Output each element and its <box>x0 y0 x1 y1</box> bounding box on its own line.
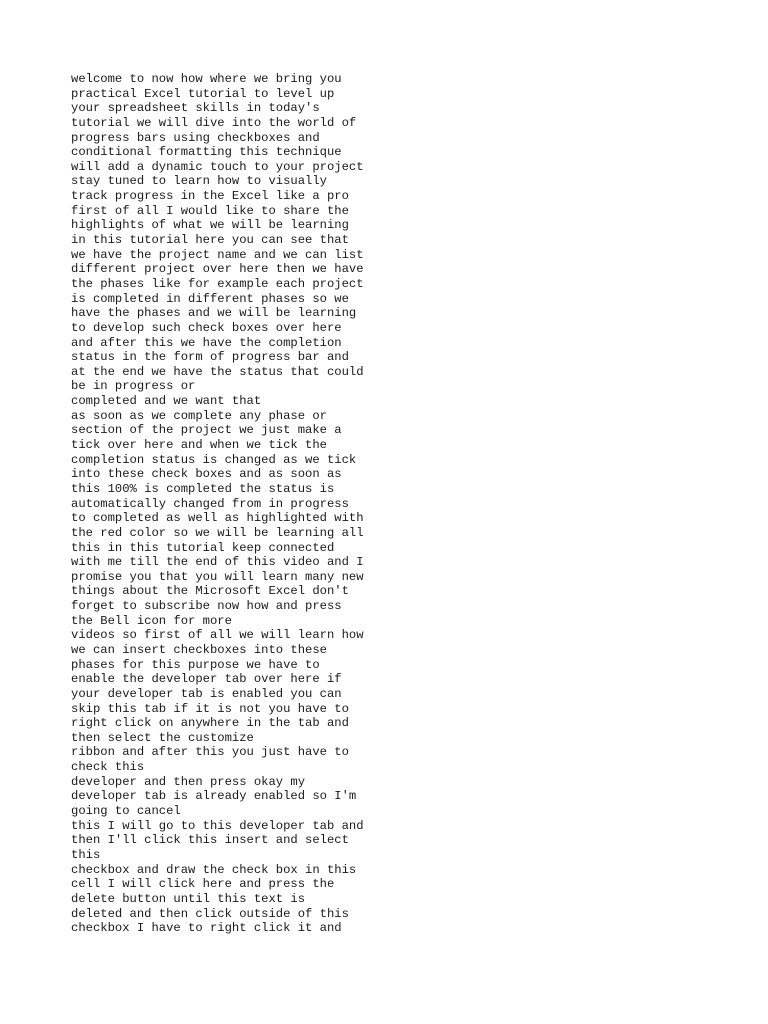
transcript-line: to completed as well as highlighted with <box>71 511 364 526</box>
transcript-line: deleted and then click outside of this <box>71 906 349 921</box>
transcript-line: going to cancel <box>71 804 181 819</box>
transcript-line: ribbon and after this you just have to <box>71 745 349 760</box>
transcript-line: conditional formatting this technique <box>71 145 342 160</box>
transcript-line: first of all I would like to share the <box>71 203 349 218</box>
transcript-line: the red color so we will be learning all <box>71 525 364 540</box>
transcript-line: tick over here and when we tick the <box>71 438 327 453</box>
transcript-line: completed and we want that <box>71 394 262 409</box>
transcript-line: this in this tutorial keep connected <box>71 540 335 555</box>
transcript-line: and after this we have the completion <box>71 335 342 350</box>
transcript-line: things about the Microsoft Excel don't <box>71 584 349 599</box>
transcript-line: as soon as we complete any phase or <box>71 408 327 423</box>
transcript-line: videos so first of all we will learn how <box>71 628 364 643</box>
transcript-line: forget to subscribe now how and press <box>71 599 342 614</box>
transcript-line: skip this tab if it is not you have to <box>71 701 349 716</box>
transcript-line: the Bell icon for more <box>71 613 232 628</box>
transcript-line: welcome to now how where we bring you <box>71 72 342 86</box>
transcript-line: cell I will click here and press the <box>71 877 335 892</box>
transcript-line: tutorial we will dive into the world of <box>71 115 357 130</box>
transcript-line: delete button until this text is <box>71 891 306 906</box>
transcript-line: in this tutorial here you can see that <box>71 233 349 248</box>
transcript-line: this 100% is completed the status is <box>71 481 335 496</box>
transcript-line: this <box>71 847 101 862</box>
transcript-line: phases for this purpose we have to <box>71 657 320 672</box>
transcript-line: highlights of what we will be learning <box>71 218 349 233</box>
transcript-line: to develop such check boxes over here <box>71 320 342 335</box>
transcript-line: the phases like for example each project <box>71 276 364 291</box>
transcript-line: promise you that you will learn many new <box>71 569 364 584</box>
transcript-line: check this <box>71 760 145 775</box>
transcript-line: stay tuned to learn how to visually <box>71 174 327 189</box>
transcript-line: right click on anywhere in the tab and <box>71 716 349 731</box>
transcript-line: this I will go to this developer tab and <box>71 818 364 833</box>
transcript-line: enable the developer tab over here if <box>71 672 342 687</box>
transcript-line: checkbox and draw the check box in this <box>71 862 357 877</box>
transcript-line: progress bars using checkboxes and <box>71 130 320 145</box>
transcript-line: we can insert checkboxes into these <box>71 642 327 657</box>
transcript-line: have the phases and we will be learning <box>71 306 357 321</box>
transcript-line: then select the customize <box>71 730 254 745</box>
transcript-line: checkbox I have to right click it and <box>71 921 342 936</box>
transcript-line: will add a dynamic touch to your project <box>71 159 364 174</box>
transcript-line: into these check boxes and as soon as <box>71 467 342 482</box>
transcript-text <box>71 72 731 936</box>
transcript-line: different project over here then we have <box>71 262 364 277</box>
transcript-line: then I'll click this insert and select <box>71 833 349 848</box>
transcript-line: section of the project we just make a <box>71 423 342 438</box>
transcript-line: we have the project name and we can list <box>71 247 364 262</box>
transcript-line: with me till the end of this video and I <box>71 555 364 570</box>
transcript-line: is completed in different phases so we <box>71 291 349 306</box>
transcript-line: status in the form of progress bar and <box>71 350 349 365</box>
transcript-line: practical Excel tutorial to level up <box>71 86 335 101</box>
transcript-line: developer and then press okay my <box>71 774 306 789</box>
transcript-line: developer tab is already enabled so I'm <box>71 789 357 804</box>
transcript-line: at the end we have the status that could <box>71 364 364 379</box>
transcript-line: track progress in the Excel like a pro <box>71 189 349 204</box>
transcript-line: automatically changed from in progress <box>71 496 349 511</box>
transcript-line: your spreadsheet skills in today's <box>71 101 320 116</box>
transcript-line: your developer tab is enabled you can <box>71 686 342 701</box>
transcript-line: be in progress or <box>71 379 196 394</box>
transcript-line: completion status is changed as we tick <box>71 452 357 467</box>
